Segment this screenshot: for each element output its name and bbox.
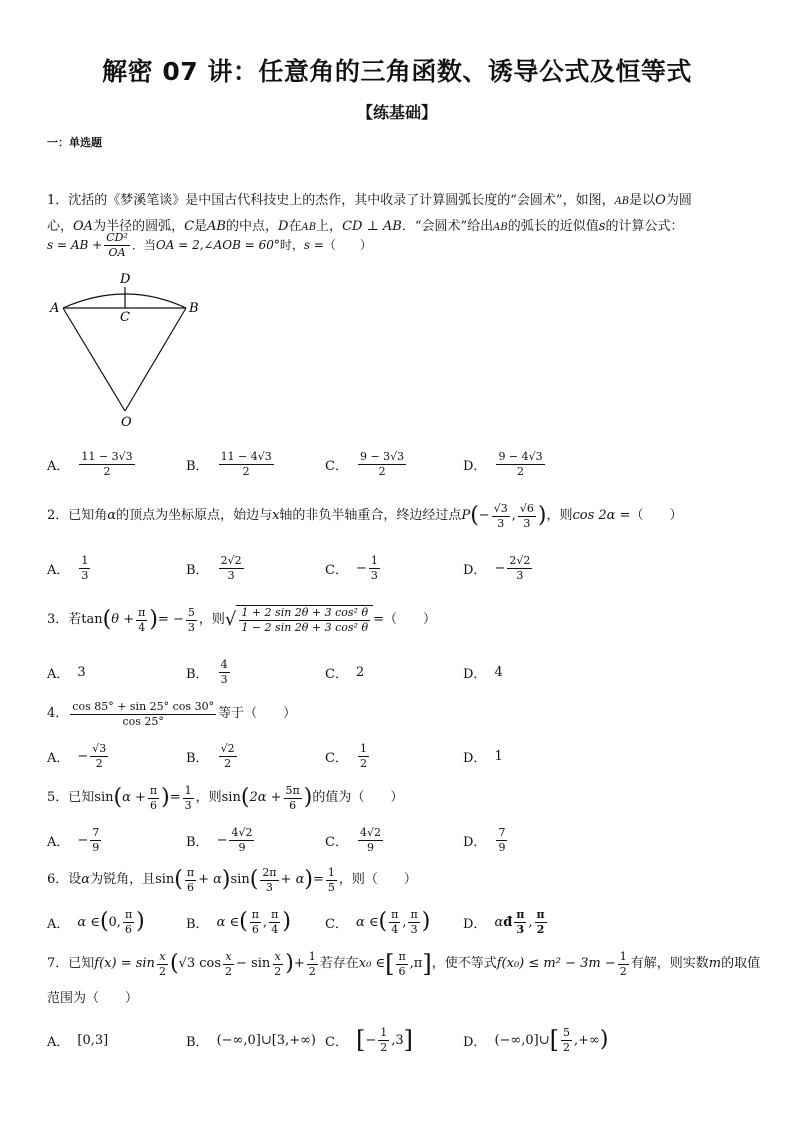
q1-option-d[interactable]: D． $\frac{9 - 4√3}{2}$ bbox=[463, 449, 543, 478]
q6-option-a[interactable]: A． α ∈ ( 0, $\frac{\pi}{6}$ ) bbox=[47, 907, 145, 936]
q6-option-d[interactable]: D． α đ $\frac{\pi}{3}$ , $\frac{\pi}{2}$ bbox=[463, 907, 545, 936]
label-c: C bbox=[120, 310, 130, 325]
label-o: O bbox=[121, 415, 132, 430]
q7-option-c[interactable]: C． [ − $\frac{1}{2}$ ,3 ] bbox=[325, 1025, 414, 1054]
q7-stem: 7．已知 f(x) = sin $\frac{x}{2}$ ( √3 cos $\frac{x}{2}$ − sin $\frac{x}{2}$ ) + $\frac{1}{2}$ 若存在 x₀ ∈ [ $\frac{\pi}{6}$ ,π ] ，使不等式 f(x₀) ≤ m² − 3m − $\frac{1}{2}$ 有解，则实数 m 的取值 bbox=[47, 949, 761, 978]
q2-option-c[interactable]: C． − $\frac{1}{3}$ bbox=[325, 553, 378, 582]
q5-options bbox=[47, 820, 747, 860]
q1-line1: 1．沈括的《梦溪笔谈》是中国古代科技史上的杰作，其中收录了计算圆弧长度的“会圆术”，如图，AB是以O为圆 bbox=[47, 193, 692, 208]
label-a: A bbox=[50, 301, 60, 316]
q3-option-a[interactable]: A． 3 bbox=[47, 664, 86, 682]
q5-stem: 5．已知 sin ( α + $\frac{\pi}{6}$ ) = $\frac{1}{3}$ ，则 sin ( 2α + $\frac{5\pi}{6}$ ) 的值为（ ） bbox=[47, 783, 404, 812]
q1-option-a[interactable]: A． $\frac{11 - 3√3}{2}$ bbox=[47, 449, 133, 478]
q2-option-b[interactable]: B． $\frac{2√2}{3}$ bbox=[186, 553, 242, 582]
q2-options bbox=[47, 548, 747, 588]
q2-option-a[interactable]: A． $\frac{1}{3}$ bbox=[47, 553, 89, 582]
arc-ab: AB bbox=[614, 196, 630, 207]
sector-figure bbox=[44, 268, 214, 433]
q2-option-d[interactable]: D． − $\frac{2√2}{3}$ bbox=[463, 553, 531, 582]
q6-option-b[interactable]: B． α ∈ ( $\frac{\pi}{6}$ , $\frac{\pi}{4}$ ) bbox=[186, 907, 291, 936]
q6-option-c[interactable]: C． α ∈ ( $\frac{\pi}{4}$ , $\frac{\pi}{3}$ ) bbox=[325, 907, 431, 936]
q4-option-b[interactable]: B． $\frac{√2}{2}$ bbox=[186, 741, 235, 770]
q3-option-d[interactable]: D． 4 bbox=[463, 664, 503, 682]
q5-option-a[interactable]: A． − $\frac{7}{9}$ bbox=[47, 825, 100, 854]
q7-option-d[interactable]: D． (−∞,0]∪ [ $\frac{5}{2}$ ,+∞ ) bbox=[463, 1025, 609, 1054]
page-title: 解密 07 讲：任意角的三角函数、诱导公式及恒等式 bbox=[102, 57, 692, 86]
q4-stem: 4． $\frac{\cos 85^\circ + \sin 25^\circ \cos 30^\circ}{\cos 25^\circ}$ 等于（ ） bbox=[47, 699, 297, 728]
q7-line2: 范围为（ ） bbox=[47, 991, 139, 1006]
q1-options bbox=[47, 444, 747, 484]
q4-options bbox=[47, 736, 747, 776]
q2-stem: 2．已知角 α 的顶点为坐标原点，始边与 x 轴的非负半轴重合，终边经过点 P ( − $\frac{√3}{3}$ , $\frac{√6}{3}$ ) ，则 cos 2α = （ ） bbox=[47, 501, 683, 530]
q1-option-b[interactable]: B． $\frac{11 - 4√3}{2}$ bbox=[186, 449, 272, 478]
radius-ob bbox=[125, 308, 186, 411]
radius-oa bbox=[63, 308, 125, 411]
q3-option-c[interactable]: C． 2 bbox=[325, 664, 365, 682]
q5-option-c[interactable]: C． $\frac{4√2}{9}$ bbox=[325, 825, 381, 854]
q5-option-d[interactable]: D． $\frac{7}{9}$ bbox=[463, 825, 506, 854]
section-heading: 一：单选题 bbox=[47, 136, 102, 149]
page-subtitle: 【练基础】 bbox=[356, 103, 437, 122]
q7-option-a[interactable]: A． [0,3] bbox=[47, 1032, 109, 1050]
q7-options bbox=[47, 1020, 747, 1060]
label-d: D bbox=[120, 272, 131, 287]
q3-options bbox=[47, 652, 747, 692]
q3-stem: 3．若 tan ( θ + $\frac{\pi}{4}$ ) = − $\frac{5}{3}$ ，则 √ $\frac{\text{1 + 2 sin 2θ + 3 cos² θ}}{\text{1 − 2 sin 2θ + 3 cos² θ}}$ = （ ） bbox=[47, 605, 436, 634]
label-b: B bbox=[189, 301, 199, 316]
q1-formula: s = AB + $\frac{\text{CD²}}{OA}$ ．当 OA = 2,∠AOB = 60° 时， s = （ ） bbox=[47, 230, 372, 259]
q6-stem: 6．设 α 为锐角，且 sin ( $\frac{\pi}{6}$ + α ) sin ( $\frac{2\pi}{3}$ + α ) = $\frac{1}{5}$ ，则（ ） bbox=[47, 865, 417, 894]
q6-options bbox=[47, 902, 747, 942]
q3-option-b[interactable]: B． $\frac{4}{3}$ bbox=[186, 657, 228, 686]
q5-option-b[interactable]: B． − $\frac{4√2}{9}$ bbox=[186, 825, 253, 854]
q4-option-d[interactable]: D． 1 bbox=[463, 748, 503, 766]
q4-option-c[interactable]: C． $\frac{1}{2}$ bbox=[325, 741, 367, 770]
q4-option-a[interactable]: A． − $\frac{√3}{2}$ bbox=[47, 741, 107, 770]
q7-option-b[interactable]: B． (−∞,0]∪[3,+∞) bbox=[186, 1032, 316, 1050]
q1-line2: 心，OA为半径的圆弧，C是AB的中点，D在AB上，CD ⊥ AB．“会圆术”给出AB的弧长的近似值s的计算公式： bbox=[47, 219, 684, 234]
q1-option-c[interactable]: C． $\frac{9 - 3√3}{2}$ bbox=[325, 449, 405, 478]
